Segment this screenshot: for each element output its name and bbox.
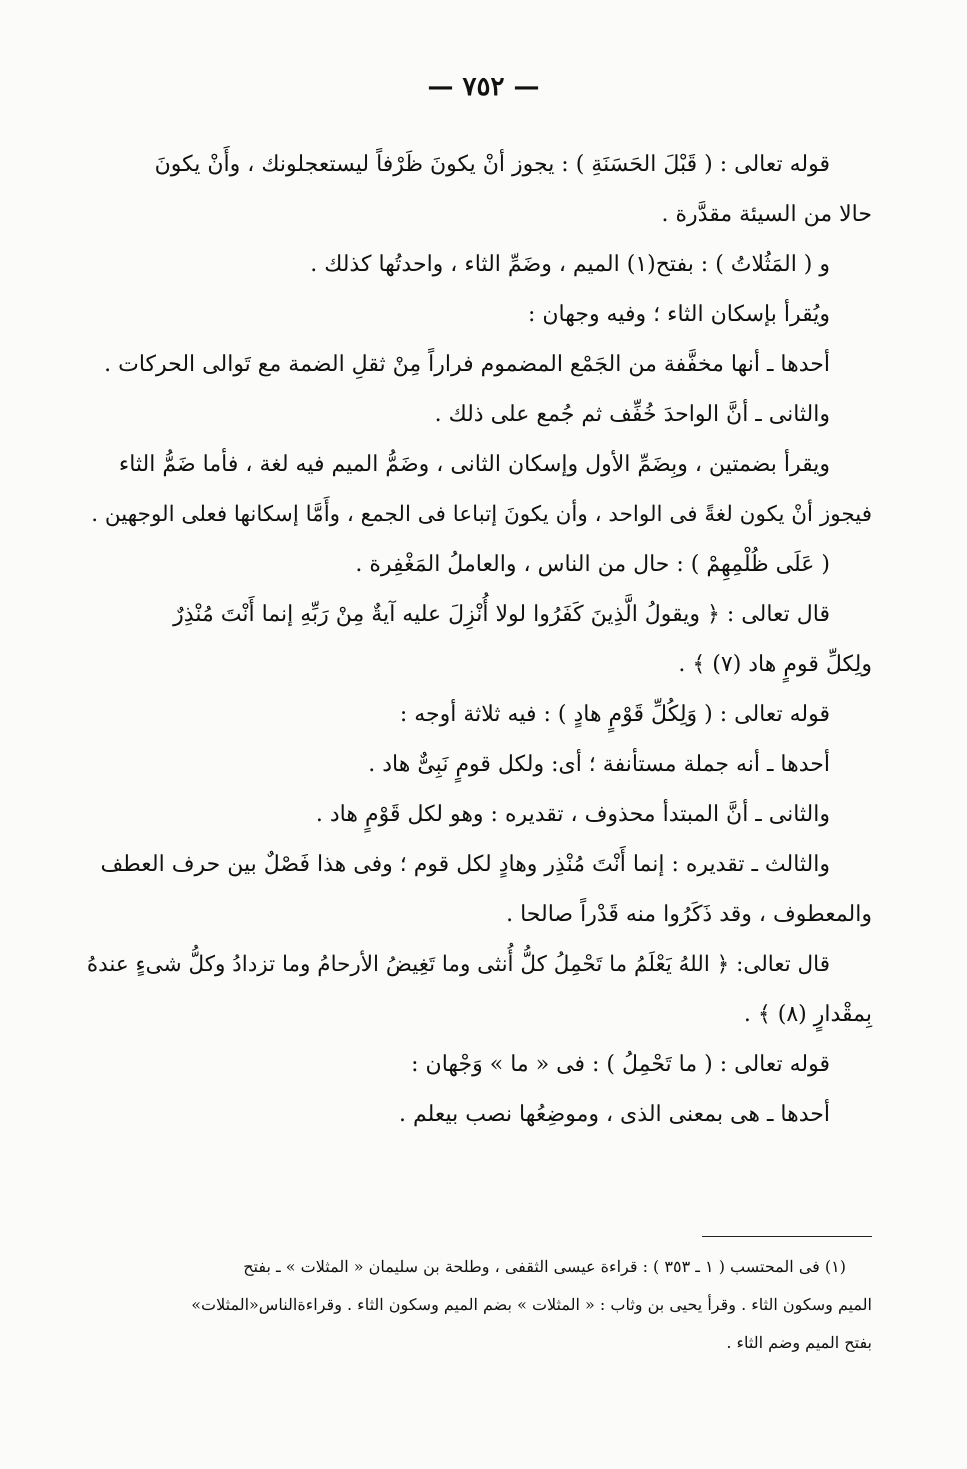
text-line: ( عَلَى ظُلْمِهِمْ ) : حال من الناس ، والعاملُ المَغْفِرة .: [355, 552, 830, 577]
text-line: ويقرأ بضمتين ، وبِضَمِّ الأول وإسكان الثانى ، وضَمُّ الميم فيه لغة ، فأما ضَمُّ الثاء: [118, 452, 830, 477]
footnotes: [97, 1248, 872, 1362]
footnote-line: (١) فى المحتسب ( ١ ـ ٣٥٣ ) : قراءة عيسى الثقفى ، وطلحة بن سليمان « المثلات » ـ بفتح: [243, 1257, 846, 1276]
footnote-line: الميم وسكون الثاء . وقرأ يحيى بن وثاب : « المثلات » بضم الميم وسكون الثاء . وقراءةالناس«المثلات»: [191, 1295, 872, 1314]
text-line: قوله تعالى : ( وَلِكُلِّ قَوْمٍ هادٍ ) : فيه ثلاثة أوجه :: [399, 702, 830, 727]
text-line: أحدها ـ أنها مخفَّفة من الجَمْع المضموم فراراً مِنْ ثقلِ الضمة مع تَوالى الحركات .: [104, 352, 830, 377]
text-line: والثانى ـ أنَّ المبتدأ محذوف ، تقديره : وهو لكل قَوْمٍ هاد .: [315, 802, 830, 827]
main-text: [82, 140, 872, 1140]
text-line: أحدها ـ أنه جملة مستأنفة ؛ أى: ولكل قومٍ نَبِىٌّ هاد .: [368, 752, 830, 777]
text-line: قال تعالى: ﴿ اللهُ يَعْلَمُ ما تَحْمِلُ كلُّ أُنثى وما تَغِيضُ الأرحامُ وما تزدادُ وكلُّ شىءٍ عندهُ: [86, 952, 830, 977]
text-line: والمعطوف ، وقد ذَكَرُوا منه قَدْراً صالحا .: [506, 902, 872, 927]
text-line: قوله تعالى : ( ما تَحْمِلُ ) : فى « ما » وَجْهان :: [411, 1052, 830, 1077]
text-line: حالا من السيئة مقدَّرة .: [661, 202, 872, 227]
text-line: والثانى ـ أنَّ الواحدَ خُفِّف ثم جُمع على ذلك .: [434, 402, 830, 427]
page-number: — ٧٥٢ —: [427, 72, 540, 102]
text-line: والثالث ـ تقديره : إنما أَنْتَ مُنْذِر وهادٍ لكل قوم ؛ وفى هذا فَصْلٌ بين حرف العطف: [100, 852, 830, 877]
footnote-separator: [702, 1236, 872, 1237]
text-line: بِمقْدارٍ (٨) ﴾ .: [743, 1002, 872, 1027]
text-line: ولِكلِّ قومٍ هاد (٧) ﴾ .: [678, 652, 872, 677]
text-line: قال تعالى : ﴿ ويقولُ الَّذِينَ كَفَرُوا لولا أُنْزِلَ عليه آيةٌ مِنْ رَبِّهِ إنما أَنْتَ مُنْذِرٌ: [173, 602, 830, 627]
text-line: أحدها ـ هى بمعنى الذى ، وموضِعُها نصب بيعلم .: [398, 1102, 830, 1127]
text-line: قوله تعالى : ( قَبْلَ الحَسَنَةِ ) : يجوز أنْ يكونَ ظَرْفاً ليستعجلونك ، وأَنْ يكونَ: [154, 152, 830, 177]
text-line: و ( المَثُلاتُ ) : بفتح(١) الميم ، وضَمِّ الثاء ، واحدتُها كذلك .: [310, 252, 830, 277]
text-line: ويُقرأ بإسكان الثاء ؛ وفيه وجهان :: [527, 302, 830, 327]
footnote-line: بفتح الميم وضم الثاء .: [726, 1333, 872, 1352]
text-line: فيجوز أنْ يكون لغةً فى الواحد ، وأن يكونَ إتباعا فى الجمع ، وأَمَّا إسكانها فعلى الوجهين .: [91, 502, 872, 527]
